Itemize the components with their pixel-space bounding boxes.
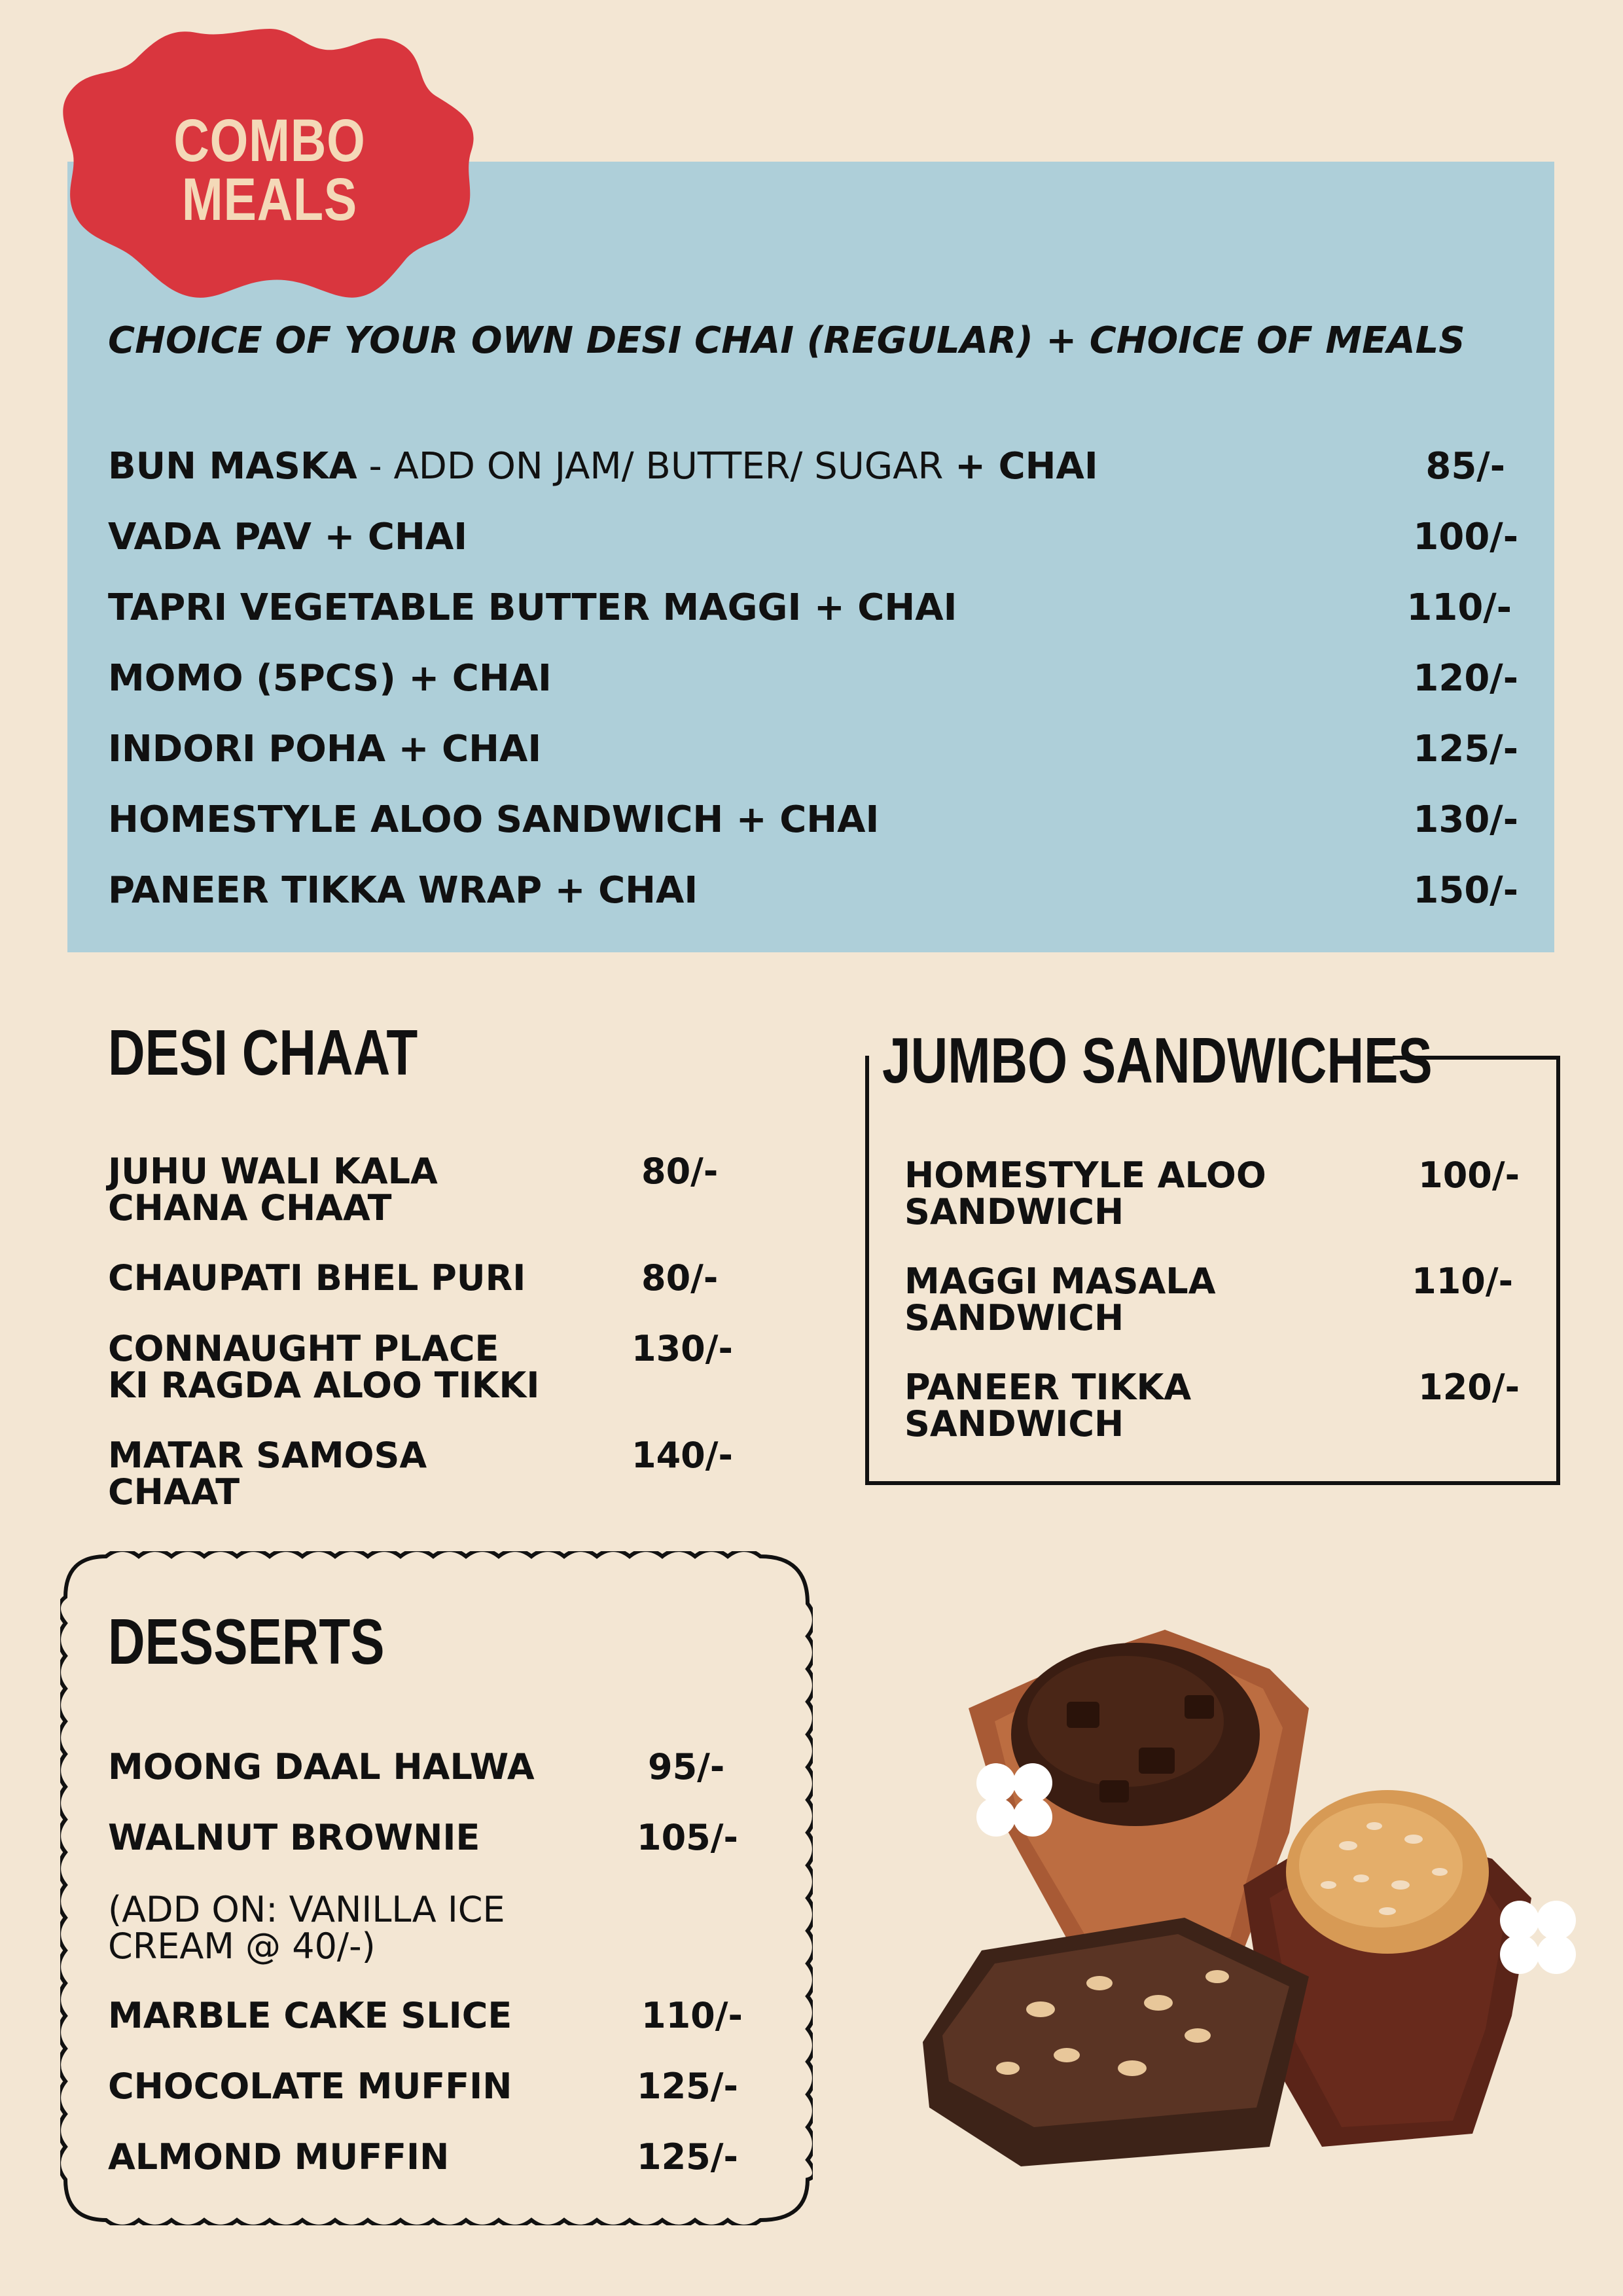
- combo-subtitle: CHOICE OF YOUR OWN DESI CHAI (REGULAR) + CHOICE OF MEALS: [108, 319, 1465, 362]
- sandwich-item-price: 100/-: [1418, 1155, 1520, 1196]
- chaat-item-price: 130/-: [632, 1328, 733, 1369]
- combo-item: [108, 516, 1518, 575]
- combo-item-name: MOMO (5PCS) + CHAI: [108, 657, 552, 700]
- combo-item-price: 125/-: [1413, 728, 1518, 770]
- chaat-item: CONNAUGHT PLACE KI RAGDA ALOO TIKKI 130/-: [108, 1328, 733, 1406]
- combo-item: [108, 586, 1518, 645]
- desserts-title: DESSERTS: [108, 1605, 385, 1677]
- sandwich-item: PANEER TIKKA SANDWICH 120/-: [904, 1367, 1520, 1444]
- dessert-item-price: 125/-: [637, 2066, 738, 2107]
- chaat-item: MATAR SAMOSA CHAAT 140/-: [108, 1435, 733, 1513]
- combo-item-name: HOMESTYLE ALOO SANDWICH + CHAI: [108, 798, 880, 841]
- combo-item-name: INDORI POHA + CHAI: [108, 728, 542, 770]
- dessert-item: WALNUT BROWNIE 105/-: [108, 1817, 738, 1858]
- dessert-item: ALMOND MUFFIN 125/-: [108, 2136, 738, 2178]
- combo-item-price: 120/-: [1413, 657, 1518, 700]
- sandwich-item: HOMESTYLE ALOO SANDWICH 100/-: [904, 1155, 1520, 1232]
- combo-item: [108, 798, 1518, 857]
- chaat-item-price: 80/-: [641, 1151, 719, 1192]
- sandwich-box-corner: [865, 1056, 869, 1082]
- dessert-item-price: 105/-: [637, 1817, 738, 1858]
- sandwich-item-price: 120/-: [1418, 1367, 1520, 1408]
- combo-item-price: 150/-: [1413, 869, 1518, 912]
- combo-item: [108, 445, 1518, 504]
- sandwich-item: MAGGI MASALA SANDWICH 110/-: [904, 1261, 1513, 1338]
- dessert-item-price: 110/-: [641, 1995, 743, 2036]
- combo-item-price: 100/-: [1413, 516, 1518, 558]
- sandwich-item-price: 110/-: [1412, 1261, 1513, 1302]
- combo-item-price: 130/-: [1413, 798, 1518, 841]
- chaat-item-price: 140/-: [632, 1435, 733, 1476]
- pastries-image: [903, 1610, 1584, 2173]
- dessert-addon-note: (ADD ON: VANILLA ICE CREAM @ 40/-): [108, 1889, 505, 1967]
- combo-item-suffix: + CHAI: [955, 445, 1098, 488]
- desi-chaat-title: DESI CHAAT: [108, 1016, 418, 1088]
- dessert-item: CHOCOLATE MUFFIN 125/-: [108, 2066, 738, 2107]
- chaat-item-price: 80/-: [641, 1257, 719, 1299]
- combo-item-note: - ADD ON JAM/ BUTTER/ SUGAR: [357, 445, 955, 488]
- chaat-item: JUHU WALI KALA CHANA CHAAT 80/-: [108, 1151, 719, 1229]
- dessert-item: MARBLE CAKE SLICE 110/-: [108, 1995, 743, 2036]
- flower-icon: [1500, 1901, 1576, 1974]
- combo-item-name: BUN MASKA: [108, 445, 357, 488]
- dessert-item-price: 125/-: [637, 2136, 738, 2178]
- combo-item-name: TAPRI VEGETABLE BUTTER MAGGI + CHAI: [108, 586, 957, 629]
- jumbo-sandwiches-title: JUMBO SANDWICHES: [882, 1024, 1433, 1096]
- combo-item-price: 85/-: [1425, 445, 1505, 488]
- dessert-item: MOONG DAAL HALWA 95/-: [108, 1746, 725, 1787]
- combo-item-price: 110/-: [1406, 586, 1512, 629]
- combo-item-name: VADA PAV + CHAI: [108, 516, 468, 558]
- chaat-item: CHAUPATI BHEL PURI 80/-: [108, 1257, 719, 1299]
- combo-item: [108, 869, 1518, 928]
- combo-item-name: PANEER TIKKA WRAP + CHAI: [108, 869, 698, 912]
- combo-item: [108, 657, 1518, 716]
- dessert-item-price: 95/-: [648, 1746, 725, 1787]
- combo-item: [108, 728, 1518, 787]
- combo-badge-title: COMBO MEALS: [173, 107, 366, 233]
